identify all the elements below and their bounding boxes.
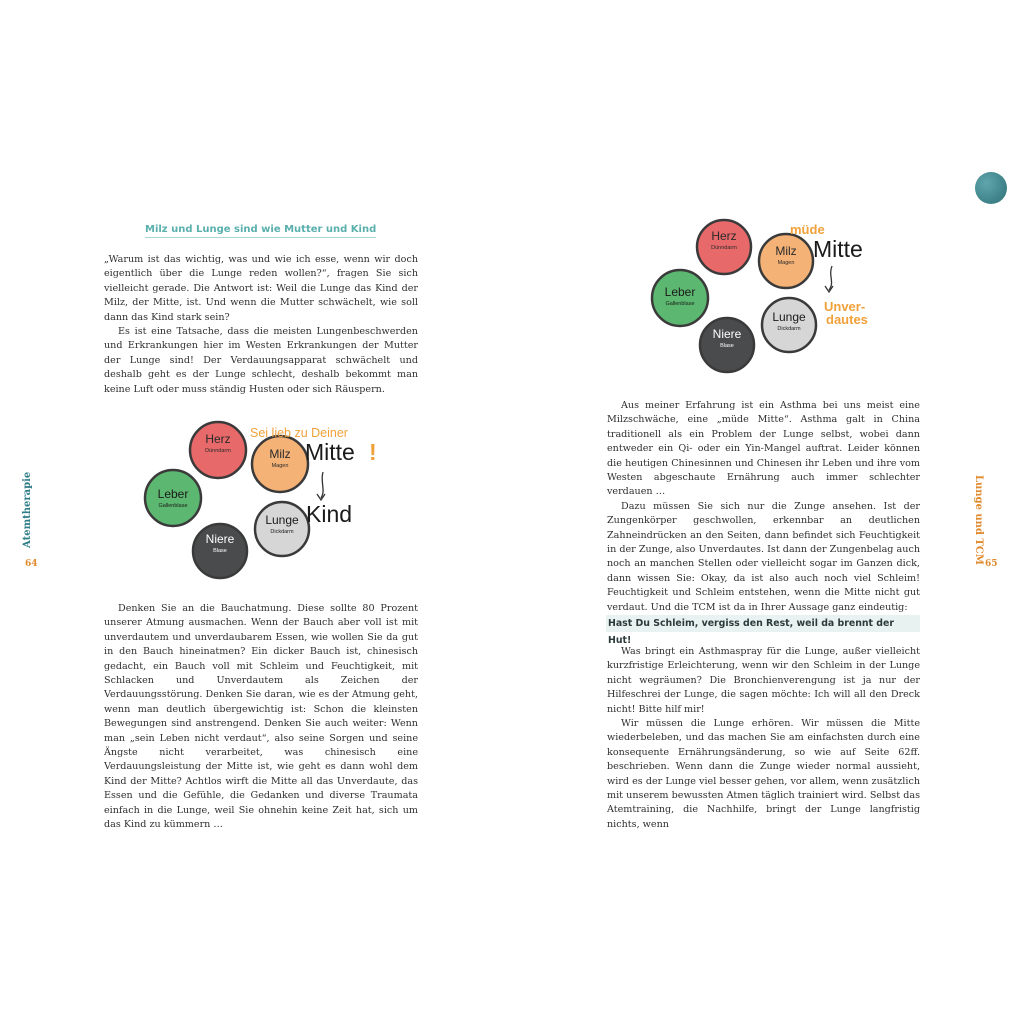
svg-text:Blase: Blase bbox=[213, 548, 227, 554]
svg-text:Niere: Niere bbox=[712, 327, 742, 341]
paragraph: Dazu müssen Sie sich nur die Zunge ansehen. Ist der Zungenkörper geschwollen, erkennbar an deutlichen Zahneindrücken an den Seiten, dann befindet sich Feuchtigkeit in der Zunge, also Unverdautes. Ist dann der Zungenbelag auch noch an manchen Stellen oder vielleicht sogar im Ganzen dick, dann wissen Sie: Okay, da ist also auch noch viel Schleim! Feuchtigkeit und Schleim entstehen, wenn die Mitte nicht gut verdaut. Und die TCM ist da in Ihrer Aussage ganz eindeutig: bbox=[607, 500, 920, 613]
section-heading: Milz und Lunge sind wie Mutter und Kind bbox=[145, 224, 376, 238]
paragraph: „Warum ist das wichtig, was und wie ich esse, wenn wir doch eigentlich über die Lunge reden wollen?“, fragen Sie sich vielleicht gerade. Die Antwort ist: Weil die Lunge das Kind der Milz, der Mitte, ist. Und wenn die Mutter schwächelt, wie soll dann das Kind stark sein? bbox=[104, 254, 418, 323]
organ-diagram-right bbox=[648, 218, 888, 378]
caption-unver: Unver- bbox=[824, 299, 866, 314]
svg-text:Blase: Blase bbox=[720, 343, 734, 349]
running-head-right: Lunge und TCM bbox=[973, 475, 984, 565]
chapter-marker-dot bbox=[975, 172, 1007, 204]
caption-mitte: Mitte bbox=[813, 236, 863, 262]
caption-mitte: Mitte bbox=[305, 439, 355, 465]
organ-leber bbox=[652, 270, 708, 326]
svg-text:Lunge: Lunge bbox=[265, 513, 299, 527]
svg-text:Dickdarm: Dickdarm bbox=[270, 529, 294, 535]
svg-text:Lunge: Lunge bbox=[772, 310, 806, 324]
page-number-right: 65 bbox=[985, 559, 998, 569]
svg-text:Magen: Magen bbox=[777, 260, 795, 266]
svg-text:Leber: Leber bbox=[664, 285, 696, 299]
svg-text:Leber: Leber bbox=[157, 487, 189, 501]
running-head-left: Atemtherapie bbox=[22, 471, 33, 548]
svg-text:Dickdarm: Dickdarm bbox=[777, 326, 801, 332]
caption-kind: Kind bbox=[306, 501, 353, 527]
svg-text:Milz: Milz bbox=[775, 244, 797, 258]
organ-leber bbox=[145, 470, 201, 526]
caption-exclamation: ! bbox=[369, 439, 377, 465]
paragraph: Wir müssen die Lunge erhören. Wir müssen die Mitte wiederbeleben, und das machen Sie am einfachsten durch eine konsequente Ernährungsänderung, so wie auf Seite 62ff. beschrieben. Wenn dann die Zunge wieder normal aussieht, wird es der Lunge viel besser gehen, vor allem, wenn zusätzlich mit unserem bewussten Atmen täglich trainiert wird. Selbst das Atemtraining, die Nachhilfe, bringt der Lunge langfristig nichts, wenn bbox=[607, 718, 920, 830]
organ-niere bbox=[700, 318, 754, 372]
svg-text:Niere: Niere bbox=[205, 532, 235, 546]
left-top-text bbox=[104, 253, 418, 397]
organ-niere bbox=[193, 524, 247, 578]
svg-text:Dünndarm: Dünndarm bbox=[711, 245, 737, 251]
svg-text:Milz: Milz bbox=[269, 447, 291, 461]
page-number-left: 64 bbox=[25, 559, 38, 569]
svg-text:Herz: Herz bbox=[711, 229, 737, 243]
paragraph: Denken Sie an die Bauchatmung. Diese sollte 80 Prozent unserer Atmung ausmachen. Wenn der Bauch aber voll ist mit unverdautem und unverdaubarem Essen, wie wollen Sie da gut in den Bauch hineinatmen? Ein dicker Bauch ist, chinesisch gedacht, ein Bauch voll mit Schleim und Feuchtigkeit, mit Schlacken und Unverdautem als Zeichen der Verdauungsstörung. Denken Sie daran, wie es der Atmung geht, wenn man deutlich übergewichtig ist: Schon die kleinsten Bewegungen sind anstrengend. Denken Sie auch weiter: Wenn man „sein Leben nicht verdaut“, also seine Sorgen und seine Ängste nicht verarbeitet, was chinesisch eine Verdauungsleistung der Mitte ist, wie geht es dann wohl dem Kind der Mitte? Achtlos wirft die Mitte all das Unverdaute, das Essen und die Gefühle, die Gedanken und diverse Traumata einfach in die Lunge, weil Sie ohnehin keine Zeit hat, sich um das Kind zu kümmern … bbox=[104, 603, 418, 831]
caption-top: Sei lieb zu Deiner bbox=[250, 426, 348, 440]
left-bottom-text bbox=[104, 602, 418, 833]
arrow-down bbox=[829, 266, 832, 290]
organ-diagram-left bbox=[140, 418, 380, 583]
organ-milz bbox=[252, 436, 308, 492]
paragraph: Es ist eine Tatsache, dass die meisten Lungenbeschwerden und Erkrankungen hier im Westen Erkrankungen der Mutter der Lunge sind! Der Verdauungsapparat schwächelt und deshalb geht es der Lunge schlecht, deshalb bekommt man keine Luft oder muss ständig Husten oder sich Räuspern. bbox=[104, 326, 418, 395]
organ-lunge bbox=[762, 298, 816, 352]
svg-text:Magen: Magen bbox=[271, 463, 289, 469]
organ-herz bbox=[697, 220, 751, 274]
paragraph: Was bringt ein Asthmaspray für die Lunge, außer vielleicht kurzfristige Erleichterung, wenn wir den Schleim in der Lunge nicht wegräumen? Die Bronchienverengung ist ja nur der Hilfeschrei der Lunge, die sagen möchte: Ich will all den Dreck nicht! Bitte hilf mir! bbox=[607, 646, 920, 715]
paragraph: Aus meiner Erfahrung ist ein Asthma bei uns meist eine Milzschwäche, eine „müde Mitte“. Asthma galt in China traditionell als ein Problem der Lunge selbst, wobei dann entweder ein Qi- oder ein Yin-Mangel auftrat. Leider können die heutigen Chinesinnen und Chinesen ihr Leben und ihre vom Westen abgeschaute Ernährung auch immer schlechter verdauen … bbox=[607, 400, 920, 498]
organ-milz bbox=[759, 234, 813, 288]
right-top-text bbox=[607, 399, 920, 615]
caption-muede: müde bbox=[790, 222, 825, 237]
arrow-down bbox=[321, 472, 323, 498]
highlight-quote: Hast Du Schleim, vergiss den Rest, weil da brennt der Hut! bbox=[606, 615, 920, 632]
right-bottom-text bbox=[607, 645, 920, 832]
svg-text:Dünndarm: Dünndarm bbox=[205, 448, 231, 454]
svg-text:Gallenblase: Gallenblase bbox=[665, 301, 695, 307]
caption-dautes: dautes bbox=[826, 312, 868, 327]
organ-lunge bbox=[255, 502, 309, 556]
svg-text:Gallenblase: Gallenblase bbox=[158, 503, 188, 509]
svg-text:Herz: Herz bbox=[205, 432, 231, 446]
organ-herz bbox=[190, 422, 246, 478]
